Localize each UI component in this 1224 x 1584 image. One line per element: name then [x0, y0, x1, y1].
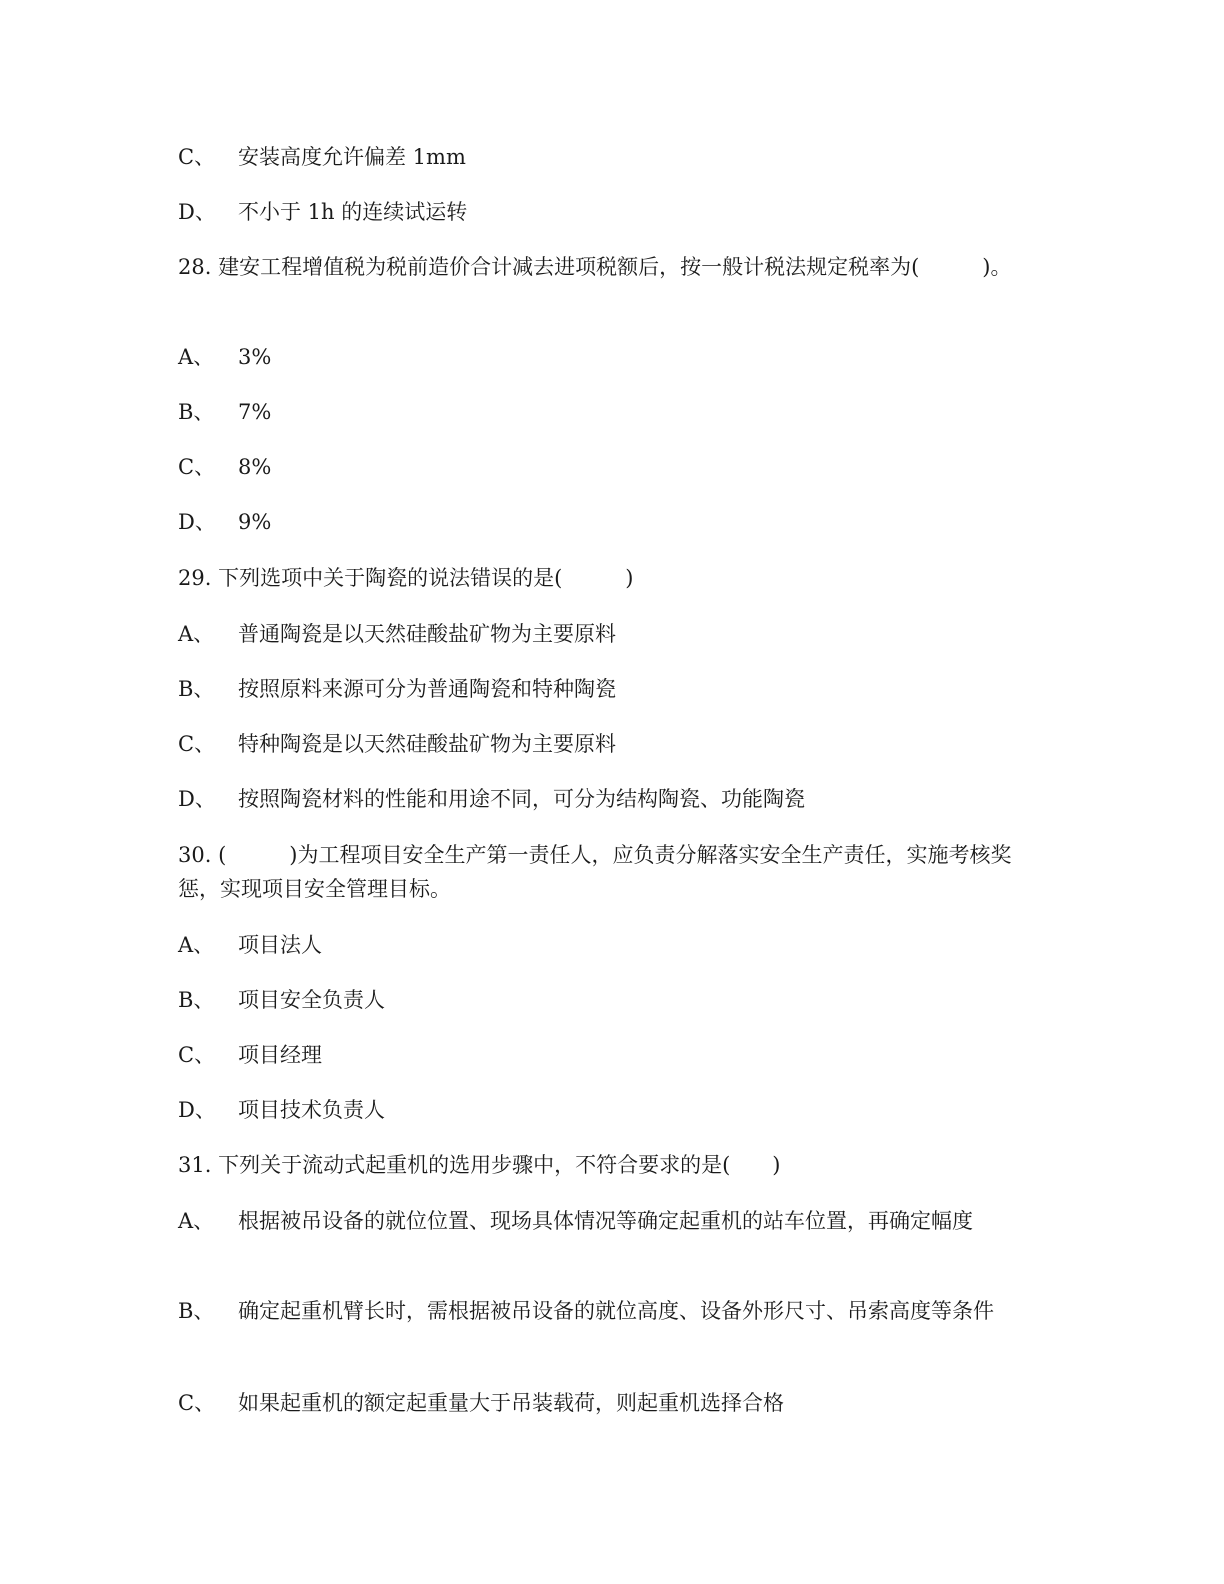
option-text: 按照原料来源可分为普通陶瓷和特种陶瓷 — [238, 677, 616, 701]
question-28: 28. 建安工程增值税为税前造价合计减去进项税额后，按一般计税法规定税率为( )。 — [178, 255, 1012, 279]
option-text: 确定起重机臂长时，需根据被吊设备的就位高度、设备外形尺寸、吊索高度等条件 — [238, 1299, 994, 1323]
option-letter: C、 — [178, 145, 216, 169]
option-text: 3% — [238, 345, 272, 369]
option-line — [178, 782, 805, 816]
option-letter: C、 — [178, 455, 216, 479]
option-line — [178, 340, 271, 374]
option-line — [178, 1038, 322, 1072]
option-text: 项目技术负责人 — [238, 1098, 385, 1122]
option-line — [178, 1204, 1028, 1238]
option-line — [178, 450, 271, 484]
option-letter: B、 — [178, 1299, 215, 1323]
option-line — [178, 395, 271, 429]
option-line — [178, 505, 271, 539]
option-letter: C、 — [178, 732, 216, 756]
option-letter: C、 — [178, 1043, 216, 1067]
option-text: 如果起重机的额定起重量大于吊装载荷，则起重机选择合格 — [238, 1391, 784, 1415]
option-text: 项目安全负责人 — [238, 988, 385, 1012]
option-line — [178, 672, 616, 706]
option-text: 项目经理 — [238, 1043, 322, 1067]
question-29: 29. 下列选项中关于陶瓷的说法错误的是( ) — [178, 566, 634, 590]
option-text: 安装高度允许偏差 1mm — [238, 145, 466, 169]
option-letter: B、 — [178, 400, 215, 424]
option-line — [178, 1294, 1028, 1328]
option-text: 按照陶瓷材料的性能和用途不同，可分为结构陶瓷、功能陶瓷 — [238, 787, 805, 811]
option-line — [178, 727, 616, 761]
option-line — [178, 1386, 784, 1420]
option-line — [178, 195, 467, 229]
option-text: 普通陶瓷是以天然硅酸盐矿物为主要原料 — [238, 622, 616, 646]
option-letter: D、 — [178, 510, 216, 534]
option-letter: D、 — [178, 200, 216, 224]
question-30: 30. ( )为工程项目安全生产第一责任人，应负责分解落实安全生产责任，实施考核奖惩，实现项目安全管理目标。 — [178, 843, 1012, 901]
option-letter: D、 — [178, 787, 216, 811]
option-letter: D、 — [178, 1098, 216, 1122]
option-text: 根据被吊设备的就位位置、现场具体情况等确定起重机的站车位置，再确定幅度 — [238, 1209, 973, 1233]
option-text: 项目法人 — [238, 933, 322, 957]
option-text: 7% — [238, 400, 272, 424]
option-line — [178, 1093, 385, 1127]
option-text: 8% — [238, 455, 272, 479]
option-letter: C、 — [178, 1391, 216, 1415]
option-letter: A、 — [178, 345, 215, 369]
option-line — [178, 983, 385, 1017]
option-text: 特种陶瓷是以天然硅酸盐矿物为主要原料 — [238, 732, 616, 756]
option-text: 不小于 1h 的连续试运转 — [238, 200, 468, 224]
option-letter: B、 — [178, 988, 215, 1012]
option-line — [178, 617, 616, 651]
option-letter: A、 — [178, 622, 215, 646]
option-letter: A、 — [178, 1209, 215, 1233]
option-letter: A、 — [178, 933, 215, 957]
option-line — [178, 140, 466, 174]
option-text: 9% — [238, 510, 272, 534]
question-31: 31. 下列关于流动式起重机的选用步骤中，不符合要求的是( ) — [178, 1153, 781, 1177]
option-line — [178, 928, 322, 962]
option-letter: B、 — [178, 677, 215, 701]
